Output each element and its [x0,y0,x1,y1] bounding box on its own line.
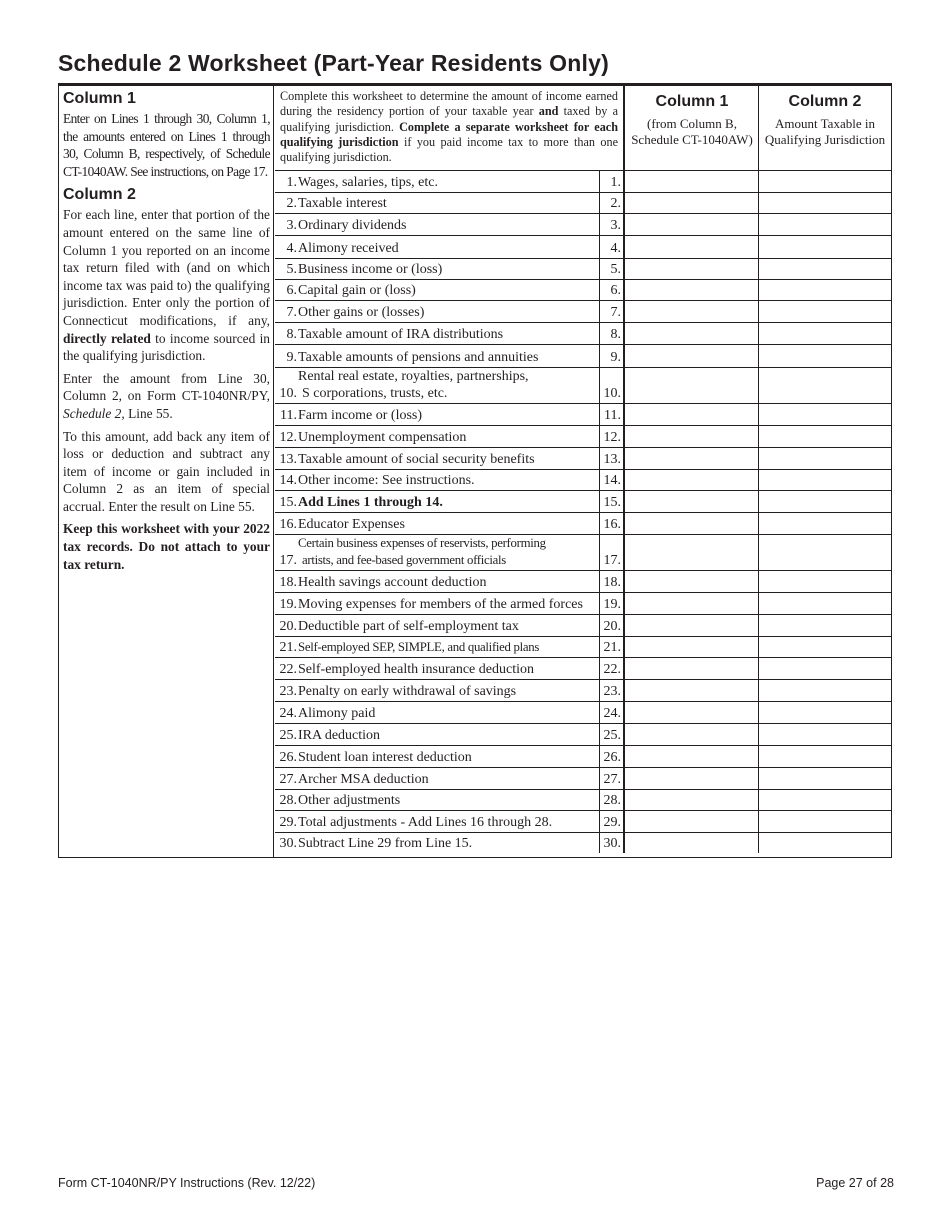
line-label: Other income: See instructions. [298,473,475,488]
table-row [275,657,891,679]
line-number: 20. [279,619,297,634]
table-row [275,767,891,789]
line-ref: 8. [599,323,625,344]
line-ref: 10. [599,368,625,403]
column1-amount-cell[interactable] [625,214,759,235]
column2-amount-cell[interactable] [759,259,891,279]
line-number: 5. [286,262,297,277]
line-number: 25. [279,728,297,743]
line-ref: 18. [599,571,625,592]
table-row [275,679,891,701]
line-label: Penalty on early withdrawal of savings [298,684,517,699]
column2-heading: Column 2 [63,186,136,204]
line-ref: 14. [599,470,625,490]
column2-amount-cell[interactable] [759,280,891,300]
column1-amount-cell[interactable] [625,470,759,490]
table-row [275,789,891,810]
line-label: Total adjustments - Add Lines 16 through 28. [298,815,553,830]
addback-instructions: To this amount, add back any item of loss or deduction and subtract any item of income or gain included in Column 2 as an item of special accrual. Enter the result on Line 55. [63,428,270,514]
line-ref: 30. [599,833,625,853]
table-row [275,636,891,657]
line-label: Self-employed SEP, SIMPLE, and qualified plans [298,640,540,654]
line-number: 7. [286,305,297,320]
footer-form-name: Form CT-1040NR/PY Instructions (Rev. 12/22) [58,1176,316,1190]
column1-amount-cell[interactable] [625,571,759,592]
line-label: Taxable interest [298,196,387,211]
line-label: Subtract Line 29 from Line 15. [298,836,473,851]
line-number: 26. [279,750,297,765]
line-label: Health savings account deduction [298,575,487,590]
table-row [275,723,891,745]
line-ref: 27. [599,768,625,789]
line-label: Other gains or (losses) [298,305,425,320]
column1-amount-cell[interactable] [625,535,759,570]
line-label: Add Lines 1 through 14. [298,495,443,510]
line-label [298,368,597,402]
table-row [275,701,891,723]
line-ref: 25. [599,724,625,745]
line-ref: 13. [599,448,625,469]
column2-amount-cell[interactable] [759,535,891,570]
column2-amount-cell[interactable] [759,658,891,679]
line-number: 12. [279,430,297,445]
column1-amount-cell[interactable] [625,280,759,300]
line-ref: 3. [599,214,625,235]
column2-header [759,86,891,170]
line-number: 6. [286,283,297,298]
column2-amount-cell[interactable] [759,491,891,512]
line-ref: 22. [599,658,625,679]
table-row [275,279,891,300]
table-row [275,832,891,853]
column1-amount-cell[interactable] [625,259,759,279]
line-ref: 26. [599,746,625,767]
column2-amount-cell[interactable] [759,470,891,490]
worksheet-rows [275,170,891,853]
column2-amount-cell[interactable] [759,345,891,367]
line-number: 18. [279,575,297,590]
line-number: 19. [279,597,297,612]
column2-amount-cell[interactable] [759,236,891,258]
line-number: 14. [279,473,297,488]
column1-amount-cell[interactable] [625,448,759,469]
line-label: Capital gain or (loss) [298,283,416,298]
line-label: Wages, salaries, tips, etc. [298,175,438,190]
table-row [275,592,891,614]
table-row [275,300,891,322]
line-label: Business income or (loss) [298,262,443,277]
line-label: Archer MSA deduction [298,772,429,787]
column1-amount-cell[interactable] [625,404,759,425]
column2-amount-cell[interactable] [759,368,891,403]
column1-amount-cell[interactable] [625,680,759,701]
column2-amount-cell[interactable] [759,811,891,832]
line-label-part2: artists, and fee-based government officials [302,553,506,567]
column2-amount-cell[interactable] [759,833,891,853]
line-number: 24. [279,706,297,721]
column2-amount-cell[interactable] [759,680,891,701]
line-label: Moving expenses for members of the armed forces [298,597,583,612]
enter-amount-instructions: Enter the amount from Line 30, Column 2, on Form CT-1040NR/PY, Schedule 2, Line 55. [63,370,270,421]
column1-amount-cell[interactable] [625,658,759,679]
column1-amount-cell[interactable] [625,593,759,614]
table-row [275,745,891,767]
line-ref: 15. [599,491,625,512]
line-label: Ordinary dividends [298,218,407,233]
column2-amount-cell[interactable] [759,513,891,534]
line-ref: 2. [599,193,625,213]
column2-amount-cell[interactable] [759,448,891,469]
table-row [275,534,891,570]
column1-instructions: Enter on Lines 1 through 30, Column 1, the amounts entered on Lines 1 through 30, Column B, respectively, of Schedule CT-1040AW. See instructions, on Page 17. [63,111,270,179]
line-label [298,535,597,569]
table-row [275,258,891,279]
line-ref: 12. [599,426,625,447]
line-label: Self-employed health insurance deduction [298,662,534,677]
line-number: 16. [279,517,297,532]
column2-amount-cell[interactable] [759,426,891,447]
line-ref: 16. [599,513,625,534]
line-ref: 6. [599,280,625,300]
table-row [275,810,891,832]
column2-amount-cell[interactable] [759,790,891,810]
table-row [275,570,891,592]
line-label: Educator Expenses [298,517,405,532]
line-number: 21. [279,640,297,655]
column1-amount-cell[interactable] [625,768,759,789]
line-ref: 24. [599,702,625,723]
line-label-part2: S corporations, trusts, etc. [302,386,448,401]
line-number: 1. [286,175,297,190]
line-label: Alimony paid [298,706,376,721]
column1-amount-cell[interactable] [625,426,759,447]
column1-header [626,86,759,170]
table-row [275,192,891,213]
footer-page-number: Page 27 of 28 [816,1176,894,1190]
column2-amount-cell[interactable] [759,323,891,344]
table-row [275,614,891,636]
line-number: 17. [279,553,297,568]
column2-amount-cell[interactable] [759,637,891,657]
column2-amount-cell[interactable] [759,768,891,789]
column1-amount-cell[interactable] [625,833,759,853]
line-label: Other adjustments [298,793,401,808]
column2-amount-cell[interactable] [759,724,891,745]
line-number: 29. [279,815,297,830]
line-ref: 9. [599,345,625,367]
line-ref: 7. [599,301,625,322]
line-ref: 4. [599,236,625,258]
column1-amount-cell[interactable] [625,513,759,534]
table-row [275,512,891,534]
page-title: Schedule 2 Worksheet (Part-Year Residents Only) [58,50,609,76]
worksheet-intro: Complete this worksheet to determine the amount of income earned during the residency portion of your taxable year and taxed by a qualifying jurisdiction. Complete a separate worksheet for each qualifying jurisdiction if you paid income tax to more than one qualifying jurisdiction. [275,86,625,170]
column2-amount-cell[interactable] [759,571,891,592]
table-row [275,425,891,447]
line-label: Deductible part of self-employment tax [298,619,519,634]
line-ref: 29. [599,811,625,832]
line-ref: 28. [599,790,625,810]
column2-amount-cell[interactable] [759,404,891,425]
line-label: Student loan interest deduction [298,750,472,765]
line-ref: 19. [599,593,625,614]
column1-amount-cell[interactable] [625,301,759,322]
column1-amount-cell[interactable] [625,236,759,258]
line-label: Taxable amounts of pensions and annuities [298,350,539,365]
column1-header-title: Column 1 [655,93,729,110]
column1-amount-cell[interactable] [625,811,759,832]
line-label-part1: Rental real estate, royalties, partnerships, [298,369,529,384]
column2-amount-cell[interactable] [759,746,891,767]
line-ref: 11. [599,404,625,425]
column2-amount-cell[interactable] [759,615,891,636]
line-ref: 1. [599,171,625,192]
line-ref: 23. [599,680,625,701]
line-ref: 20. [599,615,625,636]
line-number: 2. [286,196,297,211]
column2-amount-cell[interactable] [759,593,891,614]
line-number: 30. [279,836,297,851]
column2-amount-cell[interactable] [759,193,891,213]
line-label: IRA deduction [298,728,381,743]
column1-amount-cell[interactable] [625,323,759,344]
line-label: Farm income or (loss) [298,408,423,423]
table-row [275,490,891,512]
column1-amount-cell[interactable] [625,637,759,657]
line-number: 11. [280,408,297,423]
table-row [275,367,891,403]
line-label: Taxable amount of social security benefits [298,452,535,467]
line-number: 28. [279,793,297,808]
line-number: 27. [279,772,297,787]
column1-amount-cell[interactable] [625,790,759,810]
line-number: 15. [279,495,297,510]
table-row [275,322,891,344]
column2-amount-cell[interactable] [759,171,891,192]
column1-amount-cell[interactable] [625,193,759,213]
table-row [275,403,891,425]
column1-header-subtitle: (from Column B, Schedule CT-1040AW) [631,116,753,147]
table-row [275,170,891,192]
worksheet-table [58,86,892,858]
line-ref: 5. [599,259,625,279]
column1-amount-cell[interactable] [625,724,759,745]
column1-amount-cell[interactable] [625,702,759,723]
table-row [275,235,891,258]
instructions-column [59,86,274,857]
table-row [275,469,891,490]
column1-amount-cell[interactable] [625,746,759,767]
line-label: Taxable amount of IRA distributions [298,327,504,342]
column2-header-title: Column 2 [788,93,862,110]
line-number: 23. [279,684,297,699]
column2-amount-cell[interactable] [759,214,891,235]
column1-amount-cell[interactable] [625,491,759,512]
line-label: Unemployment compensation [298,430,467,445]
line-number: 22. [279,662,297,677]
column2-instructions: For each line, enter that portion of the amount entered on the same line of Column 1 you reported on an income tax return filed with (and on which income tax was paid to) the qualifying jurisdiction. Enter only the portion of Connecticut modifications, if any, directly related to income sourced in the qualifying jurisdiction. [63,207,271,364]
column1-amount-cell[interactable] [625,345,759,367]
table-row [275,213,891,235]
column1-amount-cell[interactable] [625,615,759,636]
table-row [275,447,891,469]
line-number: 13. [279,452,297,467]
column2-header-subtitle: Amount Taxable in Qualifying Jurisdiction [764,116,886,147]
line-label: Alimony received [298,241,399,256]
line-ref: 17. [599,535,625,570]
table-row [275,344,891,367]
line-label-part1: Certain business expenses of reservists, performing [298,536,546,550]
line-number: 9. [286,350,297,365]
column2-amount-cell[interactable] [759,301,891,322]
line-ref: 21. [599,637,625,657]
line-number: 3. [286,218,297,233]
keep-worksheet-note: Keep this worksheet with your 2022 tax records. Do not attach to your tax return. [63,521,270,572]
column2-amount-cell[interactable] [759,702,891,723]
line-number: 4. [286,241,297,256]
line-number: 8. [286,327,297,342]
column1-amount-cell[interactable] [625,368,759,403]
column1-heading: Column 1 [63,90,136,107]
column1-amount-cell[interactable] [625,171,759,192]
line-number: 10. [279,386,297,401]
